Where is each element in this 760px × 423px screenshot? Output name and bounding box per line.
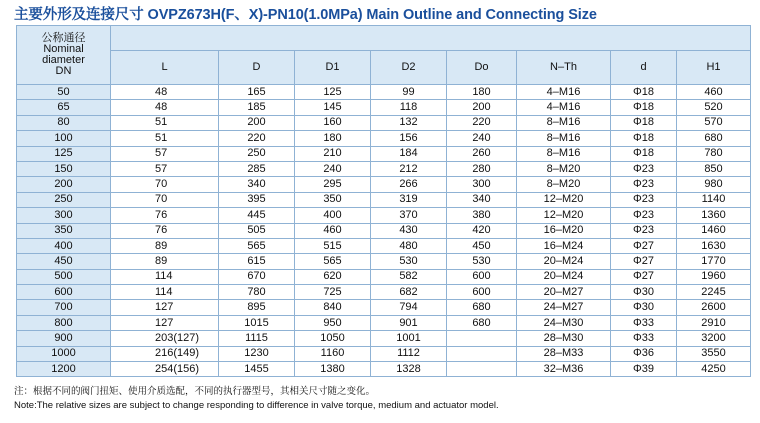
table-cell: 582 [371,269,447,284]
table-cell: 4–M16 [517,100,611,115]
table-cell: 1770 [677,254,751,269]
table-cell: 1160 [295,346,371,361]
table-cell: 28–M33 [517,346,611,361]
table-cell: 400 [295,208,371,223]
table-cell: 420 [447,223,517,238]
table-cell: 319 [371,192,447,207]
table-cell: 51 [111,115,219,130]
table-cell: 180 [447,85,517,100]
table-cell: 1001 [371,331,447,346]
table-cell: 340 [447,192,517,207]
dn-cell: 65 [17,100,111,115]
table-cell: Φ23 [611,192,677,207]
table-cell [447,331,517,346]
table-cell: 28–M30 [517,331,611,346]
table-cell: 680 [677,131,751,146]
table-cell: Φ39 [611,362,677,377]
dn-cell: 900 [17,331,111,346]
note-en: Note:The relative sizes are subject to change responding to difference in valve torque, medium and actuator model. [14,400,499,411]
table-cell: 48 [111,100,219,115]
column-header: H1 [677,51,751,85]
table-cell: 3550 [677,346,751,361]
dn-cell: 400 [17,238,111,253]
dn-cell: 300 [17,208,111,223]
column-header: N–Th [517,51,611,85]
table-cell: 145 [295,100,371,115]
table-cell: 200 [447,100,517,115]
table-cell: 212 [371,161,447,176]
dimension-table [16,25,751,377]
table-cell: 70 [111,192,219,207]
table-cell: 250 [219,146,295,161]
table-row [17,131,751,146]
table-cell: 2600 [677,300,751,315]
table-cell: 670 [219,269,295,284]
table-cell: 254(156) [111,362,219,377]
table-cell: 430 [371,223,447,238]
table-cell: 1460 [677,223,751,238]
table-cell: 530 [447,254,517,269]
table-cell: 185 [219,100,295,115]
table-cell: Φ23 [611,161,677,176]
column-header: Do [447,51,517,85]
table-cell: 51 [111,131,219,146]
table-cell: 8–M16 [517,115,611,130]
table-cell: 20–M24 [517,269,611,284]
table-cell: 2910 [677,315,751,330]
table-cell: 480 [371,238,447,253]
dn-cell: 150 [17,161,111,176]
table-cell: 895 [219,300,295,315]
dn-cell: 600 [17,285,111,300]
table-cell: 24–M27 [517,300,611,315]
table-row [17,85,751,100]
table-cell: 725 [295,285,371,300]
table-cell: 76 [111,223,219,238]
table-cell: 32–M36 [517,362,611,377]
table-cell [447,362,517,377]
table-cell: 20–M24 [517,254,611,269]
table-cell: 794 [371,300,447,315]
table-cell: 220 [447,115,517,130]
table-cell: 76 [111,208,219,223]
table-cell: 8–M20 [517,161,611,176]
table-row [17,285,751,300]
table-cell: 180 [295,131,371,146]
table-cell: 203(127) [111,331,219,346]
table-row [17,177,751,192]
table-cell: 1140 [677,192,751,207]
table-cell: 450 [447,238,517,253]
dn-label-en2: diameter [42,54,85,66]
table-cell: 680 [447,300,517,315]
table-cell: 8–M16 [517,146,611,161]
table-cell: 840 [295,300,371,315]
note-cn: 注：根据不同的阀门扭矩、使用介质选配，不同的执行器型号，其相关尺寸随之变化。 [14,386,376,397]
table-cell: 114 [111,269,219,284]
table-cell: 780 [219,285,295,300]
table-cell: 240 [447,131,517,146]
table-cell: Φ30 [611,285,677,300]
table-row [17,300,751,315]
table-cell: 280 [447,161,517,176]
table-cell: Φ33 [611,331,677,346]
table-cell: 780 [677,146,751,161]
dn-cell: 100 [17,131,111,146]
dn-cell: 800 [17,315,111,330]
table-cell: 12–M20 [517,192,611,207]
dn-cell: 125 [17,146,111,161]
column-header: D1 [295,51,371,85]
dn-cell: 700 [17,300,111,315]
table-cell: 2245 [677,285,751,300]
dn-cell: 200 [17,177,111,192]
table-row [17,269,751,284]
table-row [17,192,751,207]
column-header: d [611,51,677,85]
table-cell: Φ36 [611,346,677,361]
table-row [17,161,751,176]
table-cell: 901 [371,315,447,330]
table-row [17,346,751,361]
table-cell: 118 [371,100,447,115]
table-cell: Φ18 [611,100,677,115]
table-cell: 200 [219,115,295,130]
table-cell: 950 [295,315,371,330]
dn-cell: 350 [17,223,111,238]
table-cell: 350 [295,192,371,207]
table-cell: 156 [371,131,447,146]
table-cell: 1360 [677,208,751,223]
table-cell: 565 [219,238,295,253]
table-row [17,208,751,223]
table-cell: 285 [219,161,295,176]
table-cell: 380 [447,208,517,223]
table-cell: 3200 [677,331,751,346]
table-cell: Φ23 [611,223,677,238]
table-cell: 89 [111,238,219,253]
table-cell: 99 [371,85,447,100]
dn-label-en1: Nominal [43,43,84,55]
table-cell: 57 [111,146,219,161]
dn-cell: 80 [17,115,111,130]
column-header: D [219,51,295,85]
table-cell: 4–M16 [517,85,611,100]
table-cell: 1455 [219,362,295,377]
table-cell: 57 [111,161,219,176]
table-row [17,238,751,253]
dn-header-cell [17,26,111,85]
table-cell: Φ27 [611,269,677,284]
table-cell: 565 [295,254,371,269]
dimension-table-wrapper [16,25,750,377]
table-cell: 300 [447,177,517,192]
table-cell: 1230 [219,346,295,361]
table-row [17,100,751,115]
table-cell: 220 [219,131,295,146]
table-cell: 12–M20 [517,208,611,223]
table-cell: 395 [219,192,295,207]
table-cell: 1960 [677,269,751,284]
table-cell: 1630 [677,238,751,253]
table-cell: 114 [111,285,219,300]
table-cell: 1115 [219,331,295,346]
table-row [17,254,751,269]
table-cell: 370 [371,208,447,223]
table-cell: 125 [295,85,371,100]
dimension-table-body [17,85,751,377]
table-cell: 240 [295,161,371,176]
dn-cell: 1000 [17,346,111,361]
table-cell: 127 [111,300,219,315]
table-cell: 680 [447,315,517,330]
table-cell: Φ23 [611,177,677,192]
column-header-row [17,51,751,85]
table-cell: Φ27 [611,254,677,269]
table-cell: 460 [295,223,371,238]
table-cell: 570 [677,115,751,130]
table-cell: Φ18 [611,115,677,130]
table-cell: Φ23 [611,208,677,223]
table-cell: 1112 [371,346,447,361]
table-row [17,362,751,377]
table-cell: 266 [371,177,447,192]
column-header: L [111,51,219,85]
dn-label-cn: 公称通径 [41,32,86,44]
table-cell: 460 [677,85,751,100]
table-cell: 295 [295,177,371,192]
table-cell: 850 [677,161,751,176]
table-cell: Φ18 [611,85,677,100]
table-cell: 20–M27 [517,285,611,300]
table-cell: 980 [677,177,751,192]
table-cell: 600 [447,269,517,284]
table-cell: 8–M20 [517,177,611,192]
header-band [111,26,751,51]
dn-cell: 500 [17,269,111,284]
table-cell: 8–M16 [517,131,611,146]
table-cell: 127 [111,315,219,330]
table-cell: Φ33 [611,315,677,330]
table-cell: 216(149) [111,346,219,361]
table-row [17,115,751,130]
column-header: D2 [371,51,447,85]
notes [14,385,499,413]
table-row [17,331,751,346]
dn-cell: 450 [17,254,111,269]
table-cell: 160 [295,115,371,130]
dn-cell: 1200 [17,362,111,377]
table-cell: 615 [219,254,295,269]
table-cell: Φ27 [611,238,677,253]
table-cell: 1328 [371,362,447,377]
table-cell: 48 [111,85,219,100]
table-cell: 24–M30 [517,315,611,330]
table-cell: 184 [371,146,447,161]
page-title: 主要外形及连接尺寸 OVPZ673H(F、X)-PN10(1.0MPa) Main Outline and Connecting Size [14,7,597,23]
table-cell: 16–M20 [517,223,611,238]
table-cell: 70 [111,177,219,192]
table-cell: 16–M24 [517,238,611,253]
table-row [17,146,751,161]
table-cell [447,346,517,361]
table-row [17,315,751,330]
table-cell: 520 [677,100,751,115]
table-cell: 445 [219,208,295,223]
table-cell: Φ18 [611,146,677,161]
table-cell: Φ18 [611,131,677,146]
table-cell: 1015 [219,315,295,330]
dn-label-dn: DN [55,65,72,77]
table-cell: 165 [219,85,295,100]
table-row [17,223,751,238]
table-cell: 530 [371,254,447,269]
table-cell: 132 [371,115,447,130]
table-cell: 1050 [295,331,371,346]
table-cell: 515 [295,238,371,253]
table-cell: 210 [295,146,371,161]
table-cell: 260 [447,146,517,161]
table-cell: 600 [447,285,517,300]
dn-cell: 250 [17,192,111,207]
table-cell: 340 [219,177,295,192]
table-cell: 4250 [677,362,751,377]
table-cell: 620 [295,269,371,284]
table-cell: 1380 [295,362,371,377]
dn-cell: 50 [17,85,111,100]
table-cell: 682 [371,285,447,300]
table-cell: 89 [111,254,219,269]
table-cell: 505 [219,223,295,238]
table-cell: Φ30 [611,300,677,315]
